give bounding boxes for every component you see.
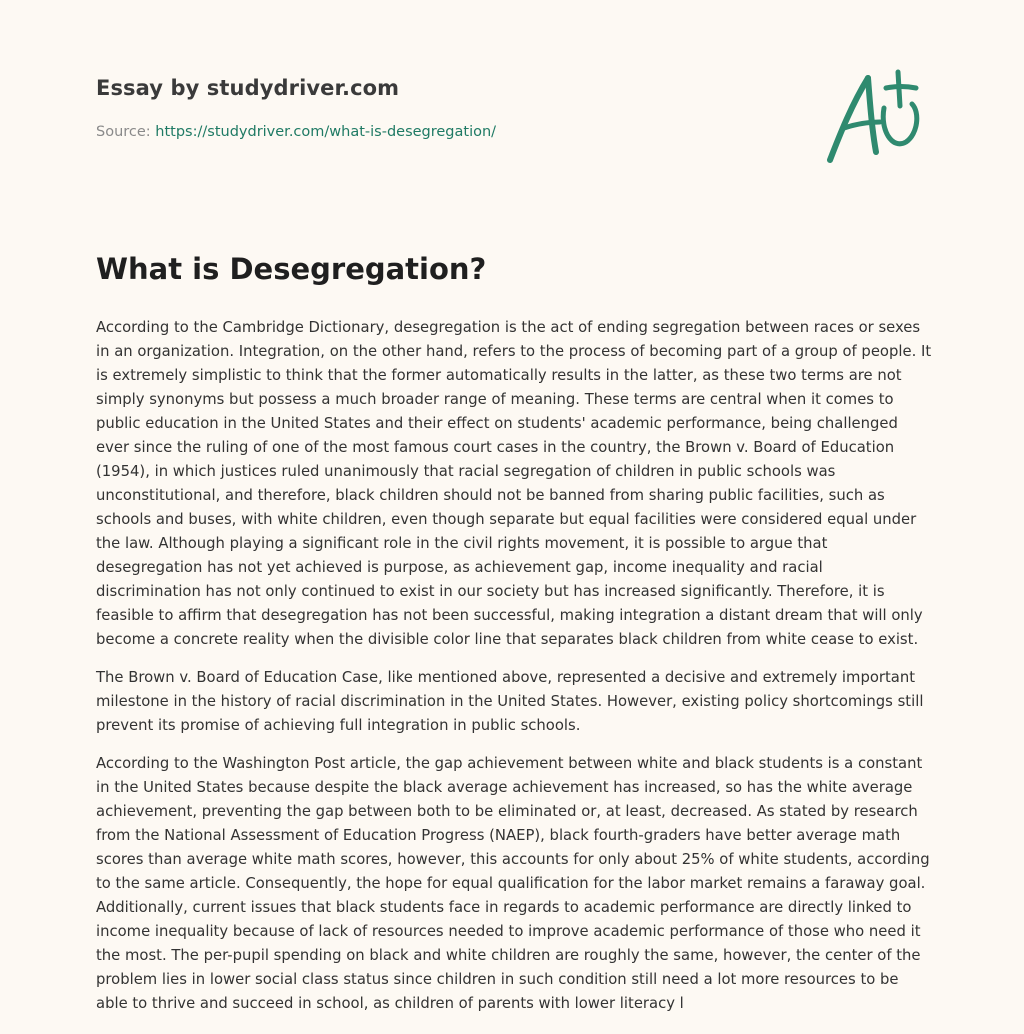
source-line	[96, 124, 496, 140]
source-label: Source:	[96, 124, 151, 140]
source-link[interactable]: https://studydriver.com/what-is-desegregation/	[155, 124, 497, 140]
header	[96, 0, 932, 160]
a-plus-logo-icon	[818, 64, 930, 168]
essay-paragraph: According to the Washington Post article, the gap achievement between white and black students is a constant in the United States because despite the black average achievement has increased, so has the white average achievement, preventing the gap between both to be eliminated or, at least, decreased. As stated by research from the National Assessment of Education Progress (NAEP), black fourth-graders have better average math scores than average white math scores, however, this accounts for only about 25% of white students, according to the same article. Consequently, the hope for equal qualification for the labor market remains a faraway goal. Additionally, current issues that black students face in regards to academic performance are directly linked to income inequality because of lack of resources needed to improve academic performance of those who need it the most. The per-pupil spending on black and white children are roughly the same, however, the center of the problem lies in lower social class status since children in such condition still need a lot more resources to be able to thrive and succeed in school, as children of parents with lower literacy l	[96, 755, 930, 1012]
essay-paragraph: The Brown v. Board of Education Case, like mentioned above, represented a decisive and extremely important milestone in the history of racial discrimination in the United States. However, existing policy shortcomings still prevent its promise of achieving full integration in public schools.	[96, 669, 924, 734]
essay-body	[96, 316, 932, 1030]
page	[96, 0, 932, 1012]
essay-title: What is Desegregation?	[96, 252, 487, 286]
essay-paragraph: According to the Cambridge Dictionary, desegregation is the act of ending segregation between races or sexes in an organization. Integration, on the other hand, refers to the process of becoming part of a group of people. It is extremely simplistic to think that the former automatically results in the latter, as these two terms are not simply synonyms but possess a much broader range of meaning. These terms are central when it comes to public education in the United States and their effect on students' academic performance, being challenged ever since the ruling of one of the most famous court cases in the country, the Brown v. Board of Education (1954), in which justices ruled unanimously that racial segregation of children in public schools was unconstitutional, and therefore, black children should not be banned from sharing public facilities, such as schools and buses, with white children, even though separate but equal facilities were considered equal under the law. Although playing a significant role in the civil rights movement, it is possible to argue that desegregation has not yet achieved is purpose, as achievement gap, income inequality and racial discrimination has not only continued to exist in our society but has increased significantly. Therefore, it is feasible to affirm that desegregation has not been successful, making integration a distant dream that will only become a concrete reality when the divisible color line that separates black children from white cease to exist.	[96, 319, 932, 648]
site-title: Essay by studydriver.com	[96, 76, 400, 100]
